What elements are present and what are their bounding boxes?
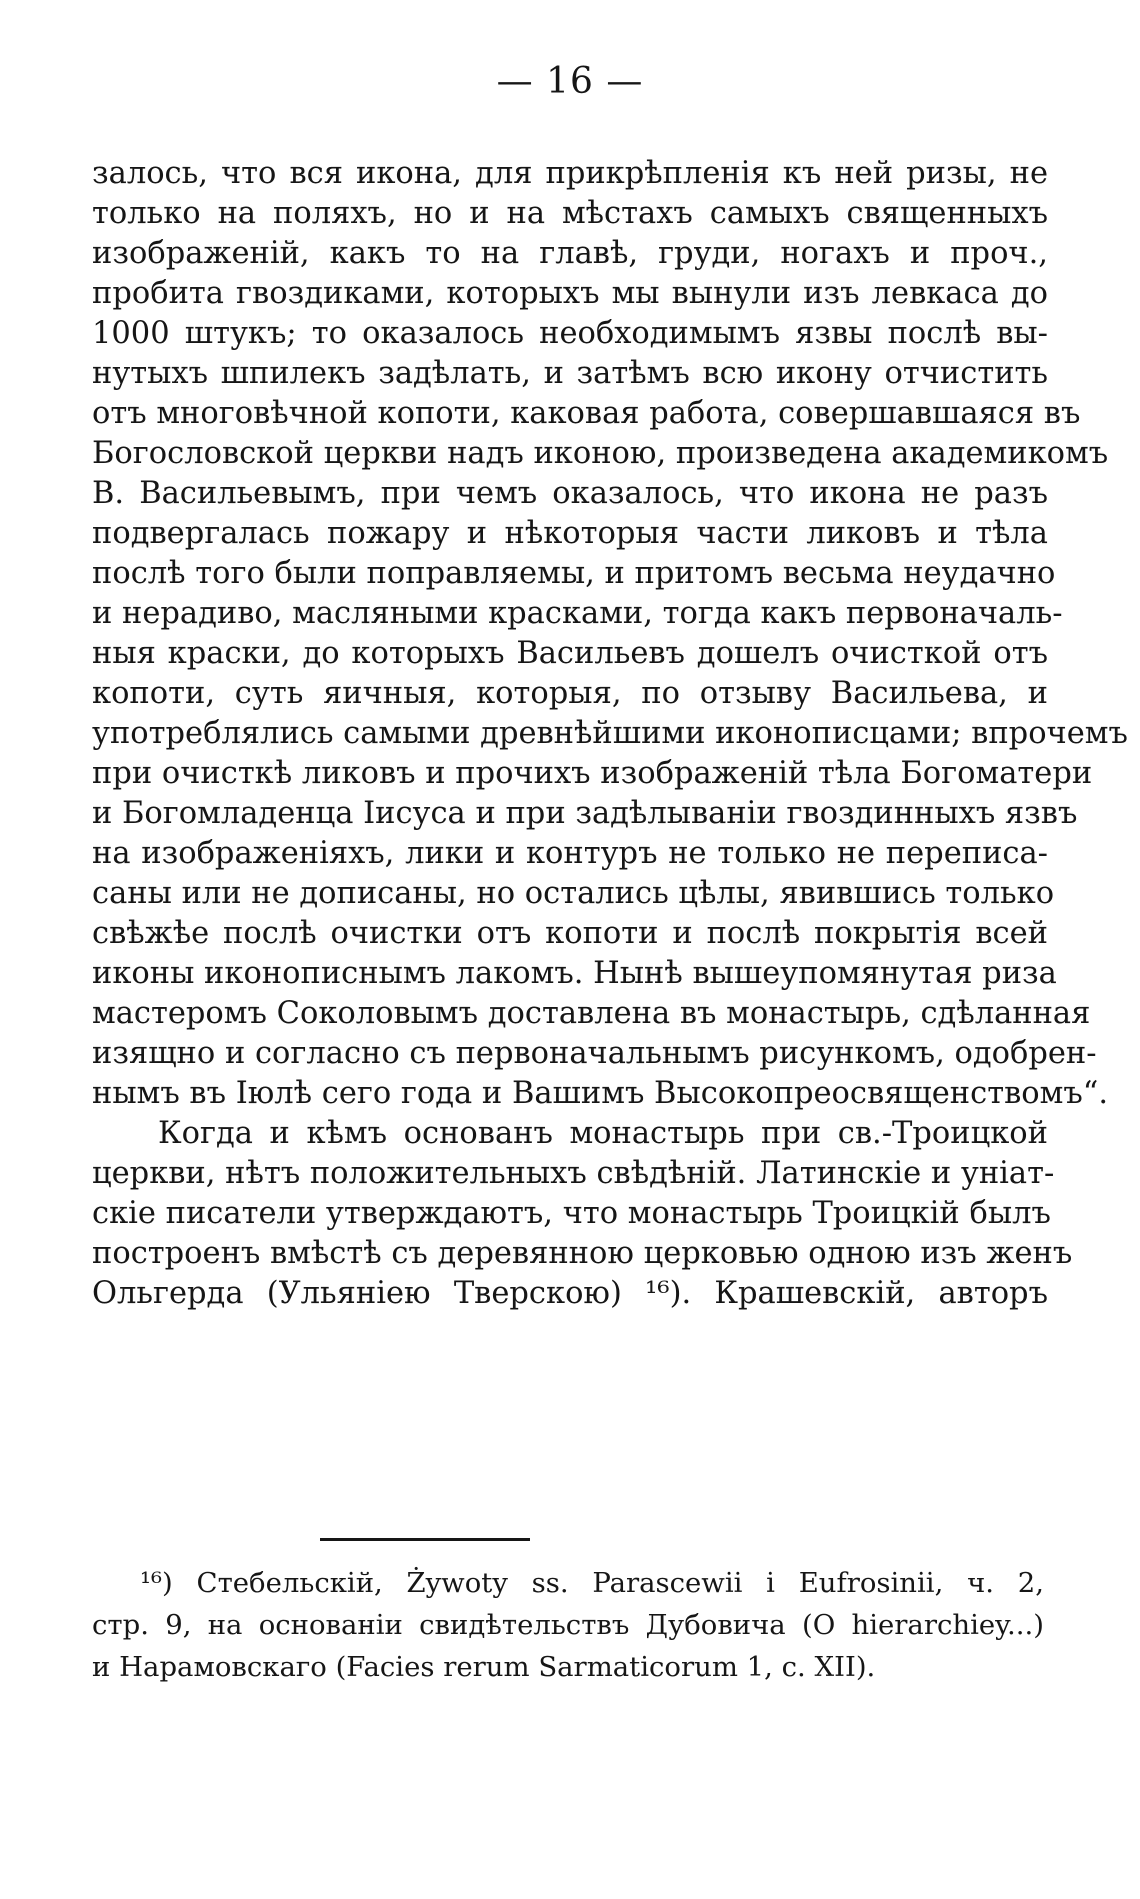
body-line: свѣжѣе послѣ очистки отъ копоти и послѣ покрытія всей [92, 916, 1048, 951]
body-line: подвергалась пожару и нѣкоторыя части ликовъ и тѣла [92, 516, 1048, 551]
body-line: и нерадиво, масляными красками, тогда какъ первоначаль- [92, 596, 1063, 631]
body-line: при очисткѣ ликовъ и прочихъ изображеній тѣла Богоматери [92, 756, 1093, 791]
paragraph-line: построенъ вмѣстѣ съ деревянною церковью одною изъ женъ [92, 1236, 1073, 1271]
footnote-line: ¹⁶) Стебельскій, Żywoty ss. Parascewii i Eufrosinii, ч. 2, [140, 1567, 1044, 1599]
body-line: 1000 штукъ; то оказалось необходимымъ язвы послѣ вы- [92, 316, 1048, 351]
body-line: саны или не дописаны, но остались цѣлы, явившись только [92, 876, 1055, 911]
footnote-line: и Нарамовскаго (Facies rerum Sarmaticorum 1, с. XII). [92, 1651, 876, 1683]
page-number: — 16 — [496, 61, 644, 102]
body-line: Богословской церкви надъ иконою, произведена академикомъ [92, 436, 1109, 471]
body-line: отъ многовѣчной копоти, каковая работа, совершавшаяся въ [92, 396, 1081, 431]
body-line: и Богомладенца Іисуса и при задѣлываніи гвоздинныхъ язвъ [92, 796, 1078, 831]
paragraph-line: Когда и кѣмъ основанъ монастырь при св.-Троицкой [158, 1116, 1048, 1151]
body-line: В. Васильевымъ, при чемъ оказалось, что икона не разъ [92, 476, 1048, 511]
body-line: копоти, суть яичныя, которыя, по отзыву Васильева, и [92, 676, 1048, 711]
paragraph-line: скіе писатели утверждаютъ, что монастырь Троицкій былъ [92, 1196, 1051, 1231]
body-line: на изображеніяхъ, лики и контуръ не только не переписа- [92, 836, 1048, 871]
footnote-separator [320, 1538, 530, 1541]
body-line: ныя краски, до которыхъ Васильевъ дошелъ очисткой отъ [92, 636, 1048, 671]
body-line: нымъ въ Іюлѣ сего года и Вашимъ Высокопреосвященствомъ“. [92, 1076, 1109, 1111]
paragraph-line: церкви, нѣтъ положительныхъ свѣдѣній. Латинскіе и уніат- [92, 1156, 1055, 1191]
paragraph-line: Ольгерда (Ульяніею Тверскою) ¹⁶). Крашевскій, авторъ [92, 1276, 1048, 1311]
body-line: употреблялись самыми древнѣйшими иконописцами; впрочемъ [92, 716, 1128, 751]
body-line: только на поляхъ, но и на мѣстахъ самыхъ священныхъ [92, 196, 1048, 231]
body-line: пробита гвоздиками, которыхъ мы вынули изъ левкаса до [92, 276, 1048, 311]
body-line: послѣ того были поправляемы, и притомъ весьма неудачно [92, 556, 1056, 591]
body-line: залось, что вся икона, для прикрѣпленія къ ней ризы, не [92, 156, 1048, 191]
body-line: мастеромъ Соколовымъ доставлена въ монастырь, сдѣланная [92, 996, 1091, 1031]
body-line: иконы иконописнымъ лакомъ. Нынѣ вышеупомянутая риза [92, 956, 1057, 991]
body-line: нутыхъ шпилекъ задѣлать, и затѣмъ всю икону отчистить [92, 356, 1048, 391]
body-line: изображеній, какъ то на главѣ, груди, ногахъ и проч., [92, 236, 1048, 271]
body-line: изящно и согласно съ первоначальнымъ рисункомъ, одобрен- [92, 1036, 1097, 1071]
footnote-line: стр. 9, на основаніи свидѣтельствъ Дубовича (O hierarchiey...) [92, 1609, 1044, 1641]
